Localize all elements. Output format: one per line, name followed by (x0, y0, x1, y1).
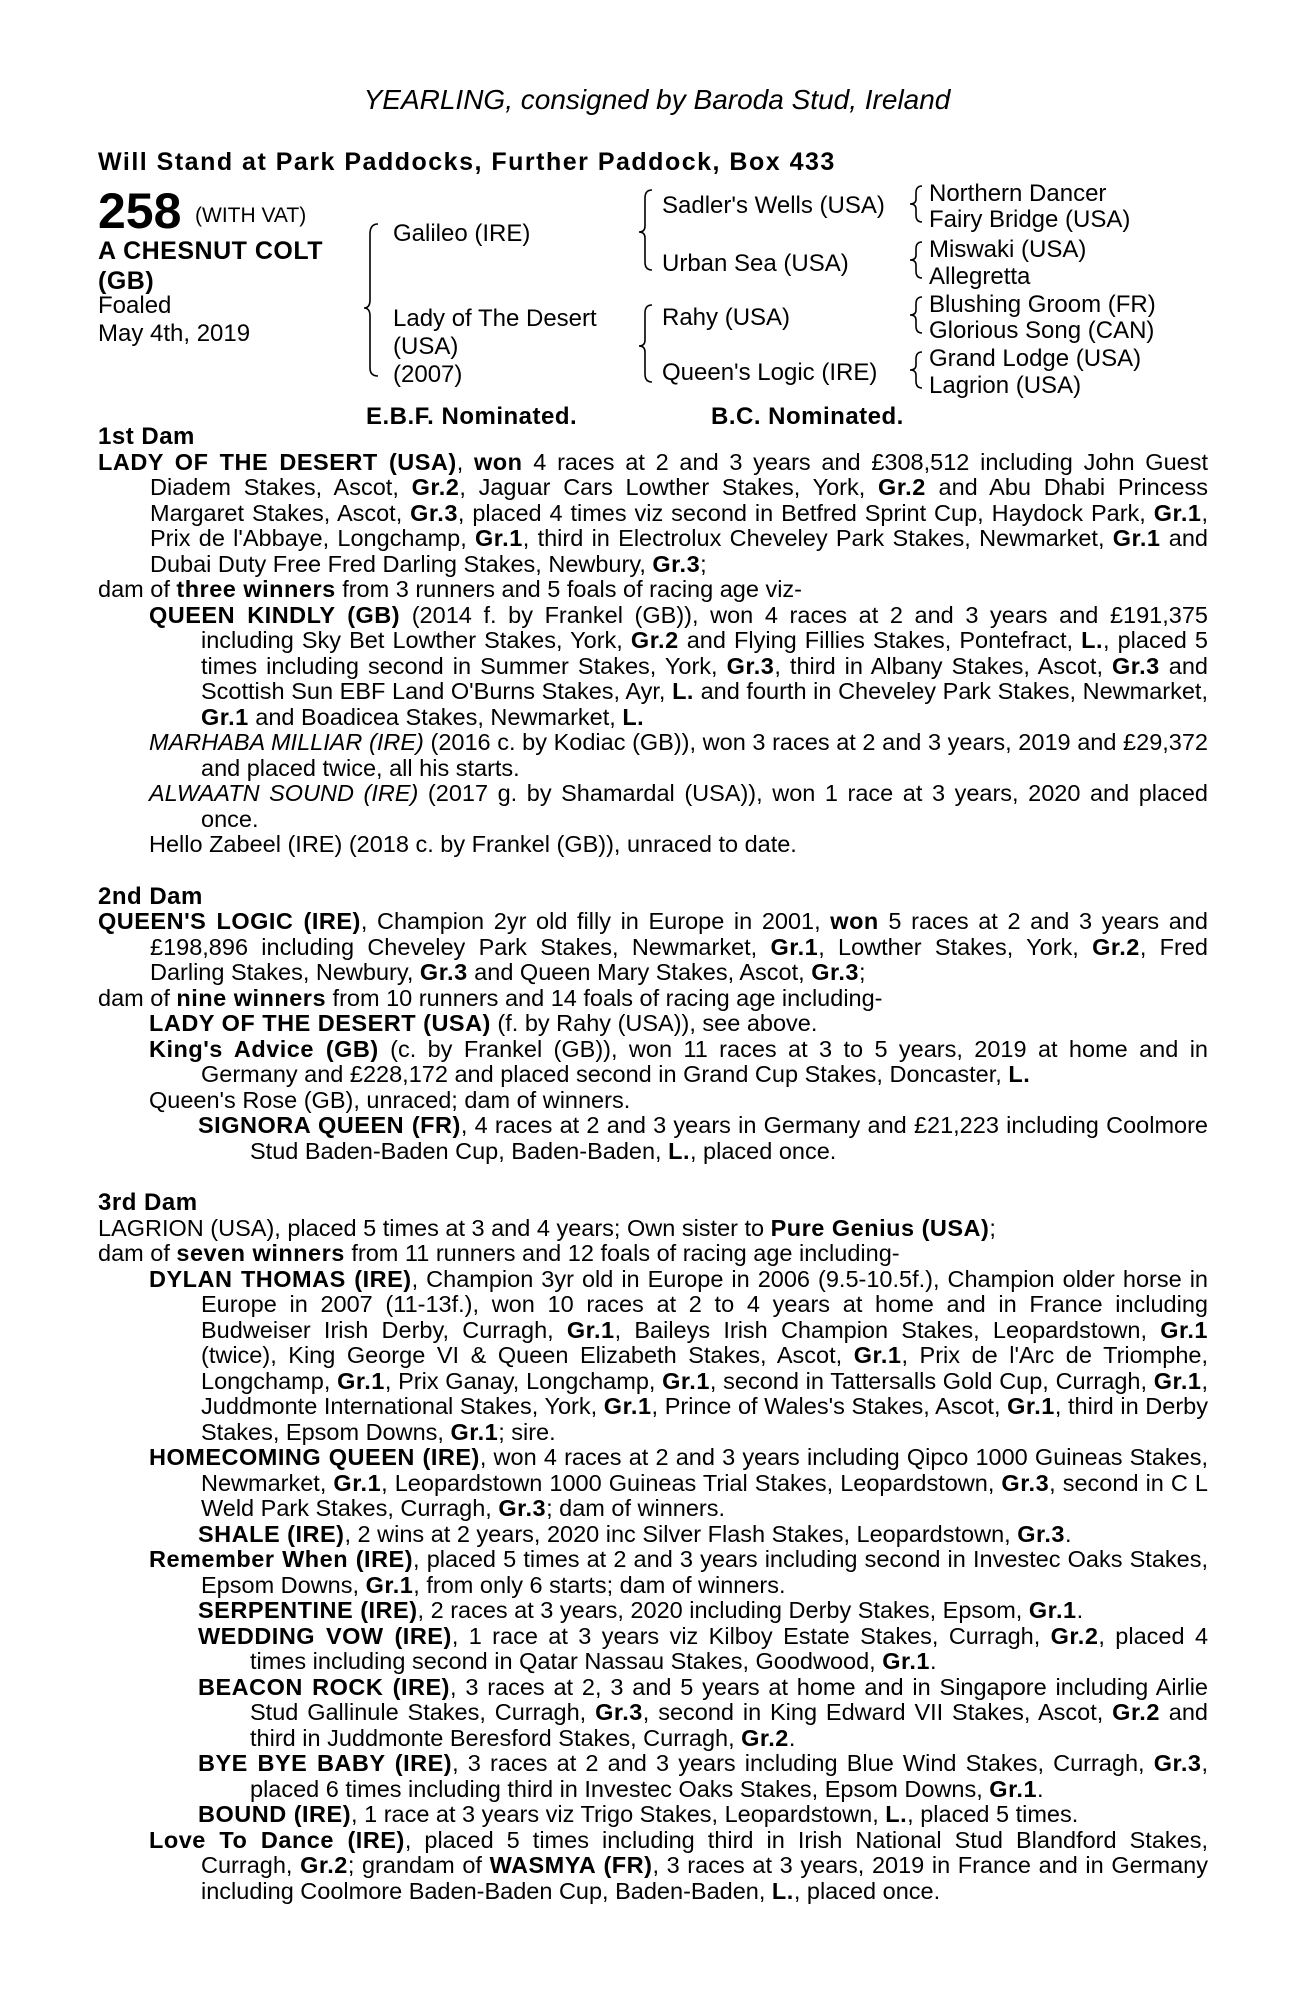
text-run: and Boadicea Stakes, Newmarket, (248, 703, 623, 730)
text-run: , Champion 2yr old filly in Europe in 2001, (360, 908, 831, 934)
sire-dam-dam: Allegretta (929, 263, 1031, 290)
text-run: , Prix Ganay, Longchamp, (384, 1367, 663, 1394)
text-run: , second in Tattersalls Gold Cup, Curragh, (709, 1367, 1154, 1394)
bold-text: Gr.1 (1007, 1393, 1055, 1419)
bold-text: won (830, 908, 879, 934)
bold-text: Gr.3 (410, 499, 458, 526)
vat-note: (WITH VAT) (195, 204, 307, 227)
bold-text: Gr.2 (1050, 1622, 1099, 1649)
bold-text: Gr.1 (201, 703, 249, 730)
bold-text: BYE BYE BABY (IRE) (198, 1750, 453, 1776)
bold-text: L. (885, 1801, 908, 1827)
text-run: , Lowther Stakes, York, (818, 933, 1093, 960)
foaled-label: Foaled (98, 292, 172, 319)
text-run: and fourth in Cheveley Park Stakes, Newmarket, (693, 678, 1208, 704)
text-run: , second in C L Weld Park Stakes, Curragh, (201, 1469, 1208, 1521)
bold-text: L. (672, 678, 694, 704)
progeny-entry (98, 832, 1208, 858)
text-run: , won 4 races at 2 and 3 years including Qipco 1000 Guineas Stakes, Newmarket, (201, 1444, 1208, 1496)
text-run: dam of (98, 576, 177, 602)
bold-text: Gr.3 (652, 550, 701, 577)
second-dam-produce-line (98, 986, 1208, 1012)
second-dam-heading: 2nd Dam (98, 882, 203, 910)
bold-text: Gr.2 (411, 474, 460, 500)
sire-sire: Sadler's Wells (USA) (662, 192, 885, 219)
dam-line-2: (USA) (393, 333, 459, 360)
bold-text: Gr.1 (1153, 1367, 1202, 1394)
bold-text: Love To Dance (IRE) (149, 1826, 405, 1853)
progeny-entry (98, 1113, 1208, 1164)
text-run: 5 races at 2 and 3 years and £198,896 including Cheveley Park Stakes, Newmarket, (150, 908, 1208, 960)
bold-text: LADY OF THE DESERT (USA) (98, 448, 457, 475)
text-run: and Scottish Sun EBF Land O'Burns Stakes, Ayr, (201, 652, 1208, 704)
progeny-entry (98, 603, 1208, 731)
text-run: (c. by Frankel (GB)), won 11 races at 3 to 5 years, 2019 at home and in Germany and £228,172 and placed second in Grand Cup Stakes, Doncaster, (201, 1035, 1208, 1087)
text-run: from 11 runners and 12 foals of racing age including- (344, 1240, 900, 1266)
second-dam-progeny-list (98, 1011, 1208, 1164)
progeny-entry (98, 1547, 1208, 1598)
text-run: , Jaguar Cars Lowther Stakes, York, (459, 474, 879, 500)
bold-text: seven winners (176, 1240, 345, 1266)
dam-line-1: Lady of The Desert (393, 305, 597, 332)
text-run: , Prix de l'Arc de Triomphe, Longchamp, (201, 1342, 1209, 1394)
text-run: ; sire. (498, 1418, 556, 1445)
bold-text: won (474, 448, 523, 475)
bold-text: Gr.1 (662, 1367, 710, 1394)
dam-name (393, 305, 597, 389)
first-dam-produce-line (98, 577, 1208, 603)
bold-text: Gr.3 (726, 652, 775, 679)
bold-text: Gr.3 (1017, 1520, 1065, 1547)
text-run: from 10 runners and 14 foals of racing age including- (326, 984, 883, 1011)
text-run: , 3 races at 3 years, 2019 in France and in Germany including Coolmore Baden-Baden Cup, Baden-Baden, (201, 1852, 1208, 1904)
bold-text: Gr.1 (450, 1418, 499, 1445)
text-run: , Baileys Irish Champion Stakes, Leopardstown, (614, 1316, 1161, 1343)
sire: Galileo (IRE) (393, 220, 531, 247)
text-run: ; (989, 1214, 996, 1241)
bold-text: BOUND (IRE) (198, 1801, 352, 1827)
bold-text: L. (1008, 1061, 1031, 1087)
text-run: , Juddmonte International Stakes, York, (201, 1367, 1209, 1419)
text-run: and Queen Mary Stakes, Ascot, (467, 959, 812, 985)
text-run: ; grandam of (347, 1852, 490, 1878)
text-run: dam of (98, 1240, 177, 1266)
bold-text: Remember When (IRE) (149, 1546, 414, 1572)
section-gap (98, 1164, 1208, 1190)
text-run: , placed once. (689, 1137, 837, 1164)
text-run: , 2 races at 3 years, 2020 including Derby Stakes, Epsom, (417, 1597, 1029, 1623)
text-run: ; dam of winners. (546, 1495, 726, 1521)
bold-text: Gr.3 (595, 1699, 643, 1725)
text-run: , third in Albany Stakes, Ascot, (774, 652, 1113, 679)
text-run: (f. by Rahy (USA)), see above. (490, 1010, 818, 1036)
bold-text: Gr.1 (989, 1775, 1038, 1802)
bold-text: QUEEN KINDLY (GB) (149, 601, 401, 628)
bold-text: Gr.3 (1001, 1469, 1050, 1496)
text-run: . (1037, 1775, 1044, 1802)
italic-text: MARHABA MILLIAR (IRE) (149, 729, 424, 755)
progeny-entry (98, 1011, 1208, 1037)
bold-text: SIGNORA QUEEN (FR) (198, 1112, 461, 1138)
first-dam-summary (98, 450, 1208, 578)
third-dam-produce-line (98, 1241, 1208, 1267)
bold-text: L. (668, 1137, 690, 1164)
bold-text: Gr.3 (1153, 1750, 1202, 1776)
dam-sire-sire: Blushing Groom (FR) (929, 291, 1156, 318)
bold-text: King's Advice (GB) (149, 1035, 379, 1062)
sire-sire-sire: Northern Dancer (929, 180, 1107, 207)
text-run: (2016 c. by Kodiac (GB)), won 3 races at 2 and 3 years, 2019 and £29,372 and placed twice, all his starts. (201, 729, 1208, 781)
progeny-entry (98, 781, 1208, 832)
progeny-entry (98, 1445, 1208, 1522)
third-dam-progeny-list (98, 1267, 1208, 1905)
first-dam-heading: 1st Dam (98, 423, 195, 450)
dam-line-3: (2007) (393, 361, 463, 388)
text-run: from 3 runners and 5 foals of racing age viz- (335, 576, 802, 602)
dam-dam-sire: Grand Lodge (USA) (929, 345, 1142, 372)
text-run: , 3 races at 2 and 3 years including Blue Wind Stakes, Curragh, (452, 1750, 1154, 1776)
bold-text: WEDDING VOW (IRE) (198, 1622, 452, 1649)
bc-nomination: B.C. Nominated. (711, 403, 904, 430)
text-run: , from only 6 starts; dam of winners. (413, 1571, 786, 1598)
bold-text: Gr.3 (811, 959, 859, 985)
bold-text: Gr.2 (878, 474, 926, 500)
bold-text: QUEEN'S LOGIC (IRE) (98, 908, 361, 934)
text-run: , third in Derby Stakes, Epsom Downs, (201, 1393, 1208, 1445)
bold-text: WASMYA (FR) (489, 1852, 653, 1878)
bold-text: LADY OF THE DESERT (USA) (149, 1010, 491, 1036)
dam-dam: Queen's Logic (IRE) (662, 359, 878, 386)
bold-text: nine winners (176, 984, 327, 1011)
stand-location: Will Stand at Park Paddocks, Further Paddock, Box 433 (98, 148, 836, 176)
bold-text: HOMECOMING QUEEN (IRE) (149, 1444, 480, 1470)
text-run: , Prince of Wales's Stakes, Ascot, (651, 1393, 1008, 1419)
bold-text: Gr.1 (1112, 525, 1161, 551)
text-run: LAGRION (USA), placed 5 times at 3 and 4 years; Own sister to (98, 1214, 771, 1241)
bold-text: Gr.1 (1028, 1597, 1077, 1623)
text-run: , 4 races at 2 and 3 years in Germany and £21,223 including Coolmore Stud Baden-Baden Cup, Baden-Baden, (250, 1112, 1208, 1164)
bold-text: SERPENTINE (IRE) (198, 1597, 418, 1623)
text-run: , 2 wins at 2 years, 2020 inc Silver Flash Stakes, Leopardstown, (344, 1520, 1018, 1547)
page-title: YEARLING, consigned by Baroda Stud, Ireland (363, 84, 951, 115)
second-dam-summary (98, 909, 1208, 986)
foaled-date: May 4th, 2019 (98, 320, 251, 347)
text-run: , placed 5 times at 2 and 3 years including second in Investec Oaks Stakes, Epsom Downs, (201, 1546, 1208, 1598)
text-run: , placed 4 times including second in Qatar Nassau Stakes, Goodwood, (250, 1622, 1209, 1674)
progeny-entry (98, 1802, 1208, 1828)
bold-text: L. (1081, 627, 1103, 653)
produce-record (98, 424, 1208, 1904)
text-run: , placed once. (793, 1877, 941, 1904)
text-run: 4 races at 2 and 3 years and £308,512 including John Guest Diadem Stakes, Ascot, (150, 448, 1208, 500)
bold-text: Gr.2 (1092, 933, 1140, 960)
lot-description-line-2: (GB) (98, 267, 155, 295)
third-dam-summary (98, 1216, 1208, 1242)
text-run: Queen's Rose (GB), unraced; dam of winners. (149, 1086, 631, 1113)
progeny-entry (98, 1828, 1208, 1905)
sire-sire-dam: Fairy Bridge (USA) (929, 206, 1131, 233)
text-run: and Flying Fillies Stakes, Pontefract, (678, 627, 1082, 653)
bold-text: Gr.1 (853, 1342, 902, 1368)
bold-text: Gr.1 (337, 1367, 385, 1394)
bold-text: Gr.1 (603, 1393, 652, 1419)
lot-number: 258 (98, 183, 182, 239)
first-dam-progeny-list (98, 603, 1208, 858)
text-run: , Prix de l'Abbaye, Longchamp, (150, 499, 1208, 551)
bold-text: Gr.3 (1112, 652, 1160, 679)
bold-text: Gr.1 (365, 1571, 414, 1598)
dam-sire-dam: Glorious Song (CAN) (929, 317, 1155, 344)
text-run: , 3 races at 2, 3 and 5 years at home and in Singapore including Airlie Stud Gallinule Stakes, Curragh, (250, 1673, 1208, 1725)
bold-text: Gr.1 (475, 525, 523, 551)
bold-text: Gr.3 (498, 1495, 547, 1521)
bold-text: Gr.1 (333, 1469, 382, 1496)
text-run: , 1 race at 3 years viz Kilboy Estate Stakes, Curragh, (451, 1622, 1051, 1649)
text-run: (2017 g. by Shamardal (USA)), won 1 race at 3 years, 2020 and placed once. (201, 780, 1208, 832)
progeny-entry (98, 1267, 1208, 1446)
third-dam-heading: 3rd Dam (98, 1189, 198, 1216)
progeny-entry (98, 730, 1208, 781)
text-run: Hello Zabeel (IRE) (2018 c. by Frankel (GB)), unraced to date. (149, 831, 797, 857)
bold-text: Pure Genius (USA) (770, 1214, 990, 1241)
lot-description-line-1: A CHESNUT COLT (98, 237, 324, 265)
text-run: , placed 6 times including third in Investec Oaks Stakes, Epsom Downs, (250, 1750, 1208, 1802)
progeny-entry (98, 1675, 1208, 1752)
text-run: and Dubai Duty Free Fred Darling Stakes, Newbury, (150, 525, 1208, 577)
text-run: , Champion 3yr old in Europe in 2006 (9.5-10.5f.), Champion older horse in Europe in 2007 (11-13f.), won 10 races at 2 to 4 years at home and in France including Budweiser Irish Derby, Curragh, (201, 1265, 1208, 1343)
italic-text: ALWAATN SOUND (IRE) (149, 780, 419, 806)
text-run: . (788, 1724, 796, 1751)
dam-dam-dam: Lagrion (USA) (929, 372, 1082, 399)
section-gap (98, 858, 1208, 884)
text-run: . (1064, 1520, 1072, 1547)
bold-text: Gr.2 (630, 627, 679, 653)
text-run: ; (858, 959, 866, 985)
text-run: , placed 4 times viz second in Betfred Sprint Cup, Haydock Park, (457, 499, 1154, 526)
bold-text: Gr.1 (1153, 499, 1202, 526)
bold-text: Gr.2 (1112, 1699, 1160, 1725)
bold-text: Gr.2 (741, 1724, 789, 1751)
bold-text: L. (771, 1877, 794, 1904)
bold-text: SHALE (IRE) (198, 1520, 345, 1547)
text-run: (twice), King George VI & Queen Elizabeth Stakes, Ascot, (201, 1342, 854, 1368)
bold-text: Gr.2 (300, 1852, 348, 1878)
progeny-entry (98, 1751, 1208, 1802)
progeny-entry (98, 1598, 1208, 1624)
text-run: , placed 5 times including third in Irish National Stud Blandford Stakes, Curragh, (201, 1826, 1208, 1878)
text-run: , Fred Darling Stakes, Newbury, (150, 933, 1208, 985)
text-run: . (929, 1648, 937, 1674)
text-run: , placed 5 times including second in Summer Stakes, York, (201, 627, 1209, 679)
bold-text: Gr.3 (419, 959, 468, 985)
text-run: , second in King Edward VII Stakes, Ascot, (642, 1699, 1113, 1725)
progeny-entry (98, 1522, 1208, 1548)
ebf-nomination: E.B.F. Nominated. (366, 403, 578, 430)
bold-text: three winners (176, 576, 336, 602)
progeny-entry (98, 1088, 1208, 1114)
dam-sire: Rahy (USA) (662, 304, 791, 331)
bold-text: L. (622, 703, 645, 730)
bold-text: Gr.1 (566, 1316, 615, 1343)
text-run: and Abu Dhabi Princess Margaret Stakes, Ascot, (150, 474, 1208, 526)
sire-dam: Urban Sea (USA) (662, 250, 849, 277)
text-run: , 1 race at 3 years viz Trigo Stakes, Leopardstown, (351, 1801, 886, 1827)
bold-text: Gr.1 (770, 933, 819, 960)
text-run: . (1076, 1597, 1084, 1623)
text-run: (2014 f. by Frankel (GB)), won 4 races at 2 and 3 years and £191,375 including Sky Bet Lowther Stakes, York, (201, 601, 1208, 653)
bold-text: Gr.1 (882, 1648, 930, 1674)
bold-text: DYLAN THOMAS (IRE) (149, 1265, 412, 1292)
text-run: , third in Electrolux Cheveley Park Stakes, Newmarket, (522, 525, 1113, 551)
text-run: dam of (98, 984, 177, 1011)
text-run: , placed 5 times. (907, 1801, 1079, 1827)
bold-text: Gr.1 (1160, 1316, 1208, 1343)
text-run: , (456, 448, 475, 475)
text-run: ; (700, 550, 707, 577)
bold-text: BEACON ROCK (IRE) (198, 1673, 450, 1700)
progeny-entry (98, 1624, 1208, 1675)
progeny-entry (98, 1037, 1208, 1088)
text-run: , Leopardstown 1000 Guineas Trial Stakes, Leopardstown, (381, 1469, 1002, 1496)
text-run: and third in Juddmonte Beresford Stakes, Curragh, (250, 1699, 1208, 1751)
sire-dam-sire: Miswaki (USA) (929, 236, 1087, 263)
